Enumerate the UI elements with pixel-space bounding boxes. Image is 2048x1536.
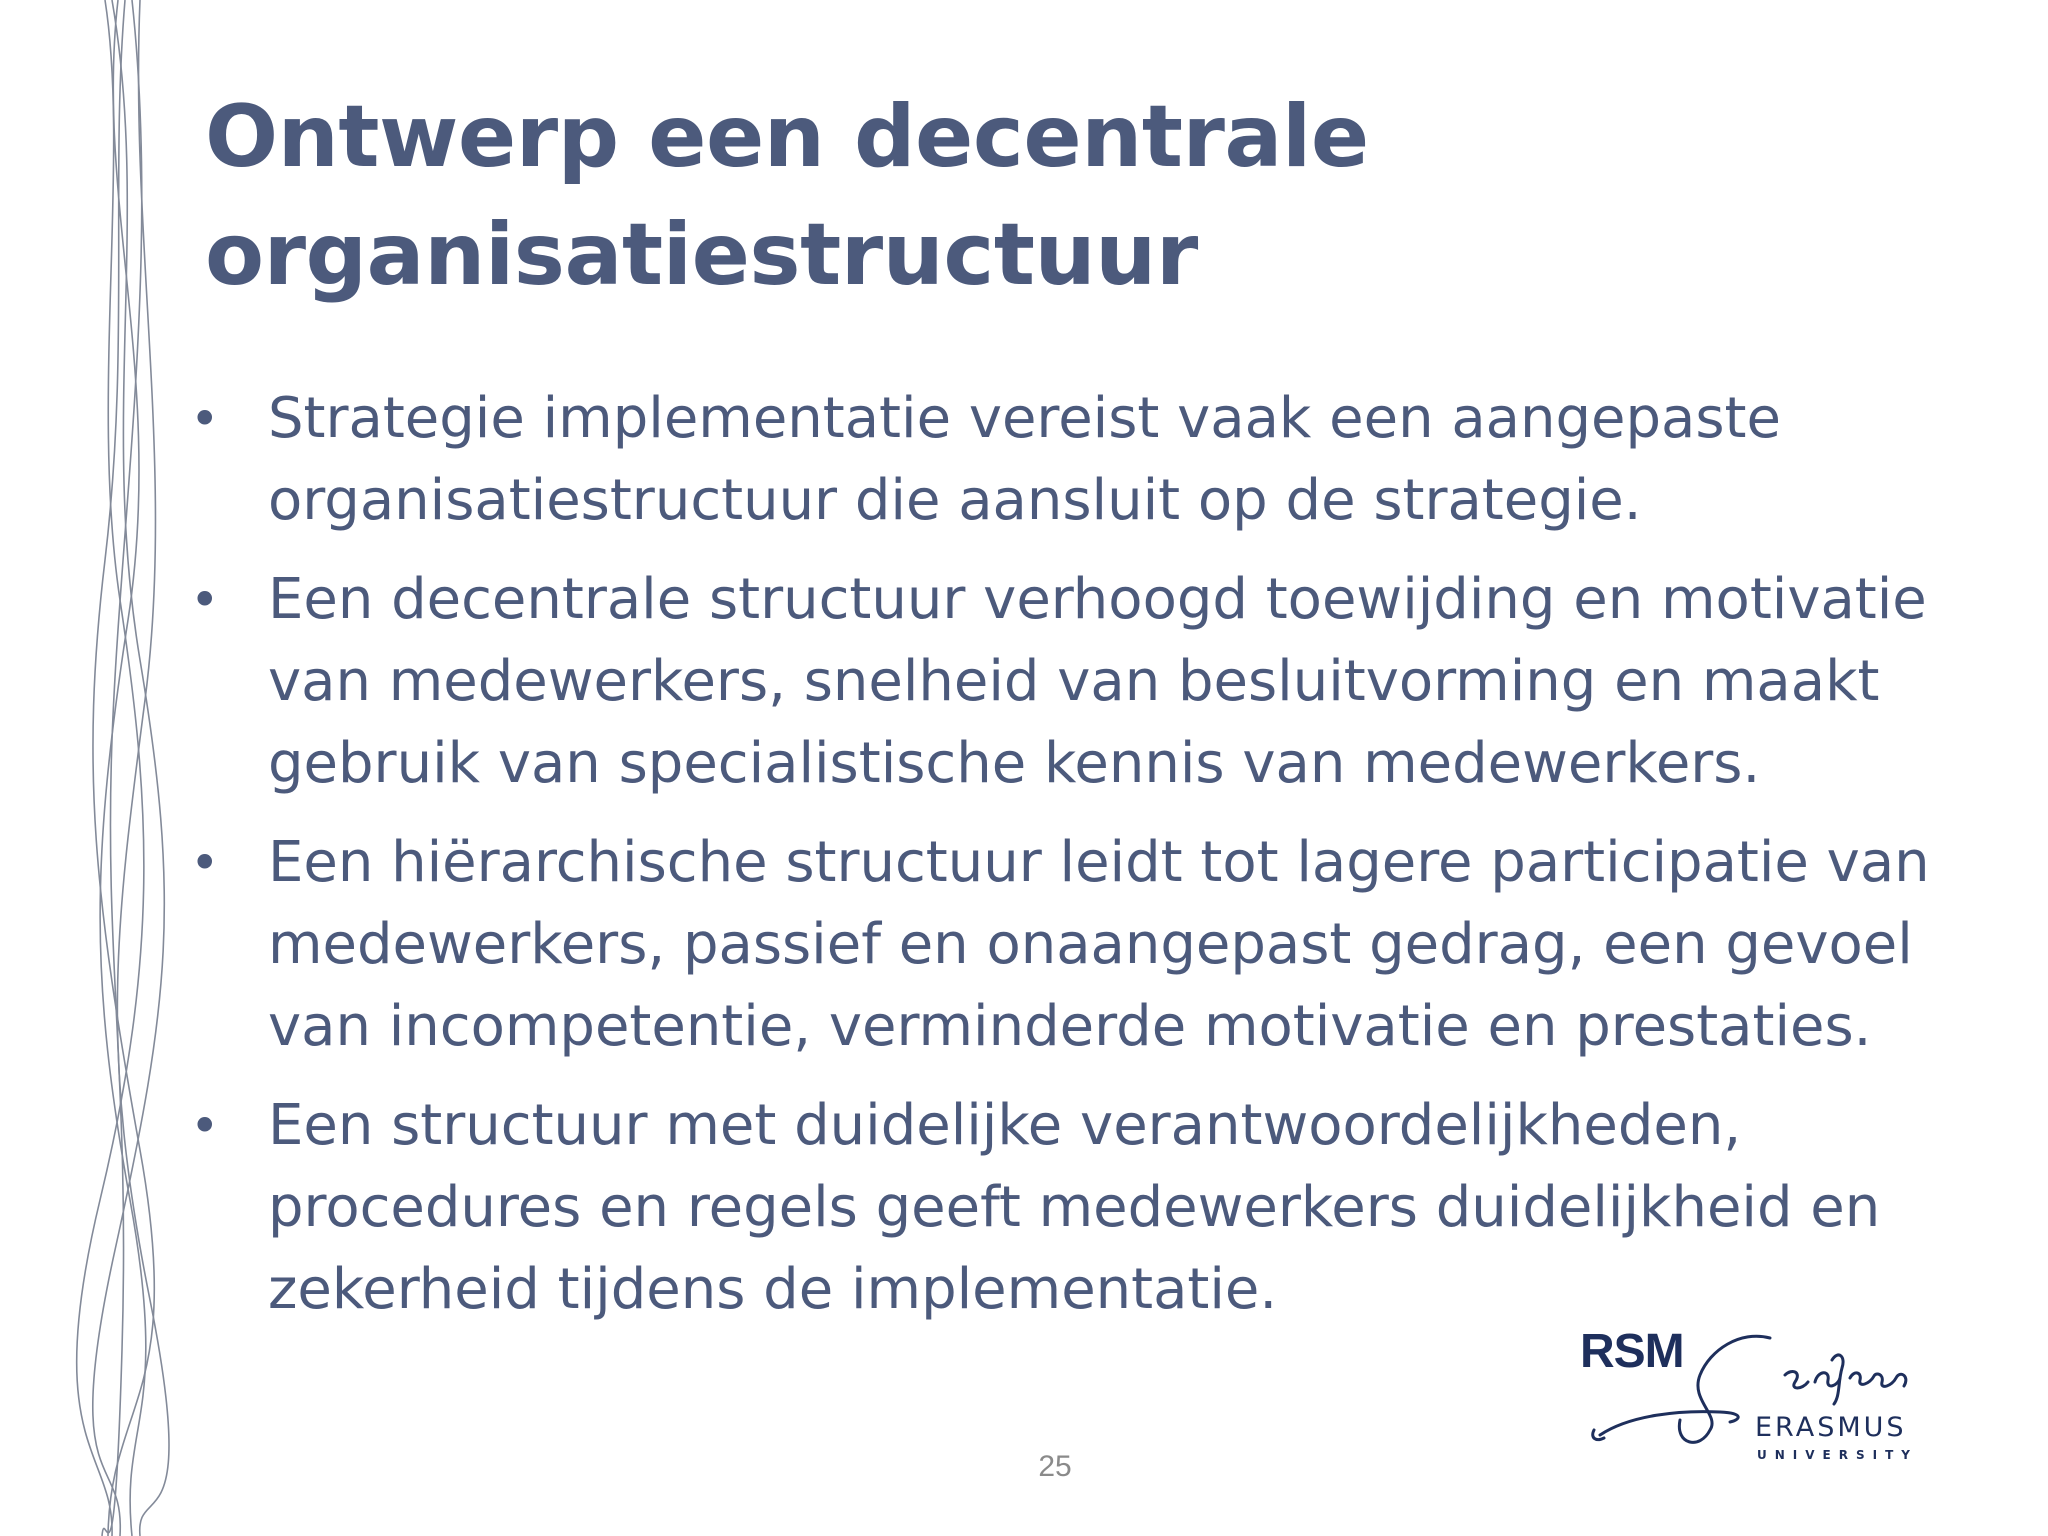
page-number: 25 bbox=[1038, 1450, 1072, 1483]
bullet-item bbox=[190, 559, 1930, 805]
bullet-text: Strategie implementatie vereist vaak een aangepaste organisatiestructuur die aansluit op de strategie. bbox=[268, 386, 1781, 533]
bullet-icon: • bbox=[190, 834, 220, 892]
bullet-item bbox=[190, 822, 1930, 1068]
bullet-item bbox=[190, 1085, 1930, 1331]
bullet-icon: • bbox=[190, 390, 220, 448]
logo-university-text: UNIVERSITY bbox=[1757, 1448, 1918, 1462]
bullet-icon: • bbox=[190, 1097, 220, 1155]
bullet-item bbox=[190, 378, 1930, 542]
bullet-text: Een hiërarchische structuur leidt tot lagere participatie van medewerkers, passief en onaangepast gedrag, een gevoel van incompetentie, verminderde motivatie en prestaties. bbox=[268, 830, 1930, 1059]
logo-rsm-text: RSM bbox=[1580, 1325, 1684, 1378]
bullet-icon: • bbox=[190, 571, 220, 629]
rsm-erasmus-logo bbox=[1570, 1320, 1930, 1470]
bullet-text: Een structuur met duidelijke verantwoordelijkheden, procedures en regels geeft medewerkers duidelijkheid en zekerheid tijdens de implementatie. bbox=[268, 1093, 1881, 1322]
bullet-text: Een decentrale structuur verhoogd toewijding en motivatie van medewerkers, snelheid van besluitvorming en maakt gebruik van specialistische kennis van medewerkers. bbox=[268, 567, 1927, 796]
slide-title: Ontwerp een decentrale organisatiestructuur bbox=[205, 87, 1369, 305]
bullet-list bbox=[190, 378, 1930, 1348]
logo-erasmus-text: ERASMUS bbox=[1755, 1412, 1907, 1443]
decorative-wave-lines bbox=[0, 0, 220, 1536]
